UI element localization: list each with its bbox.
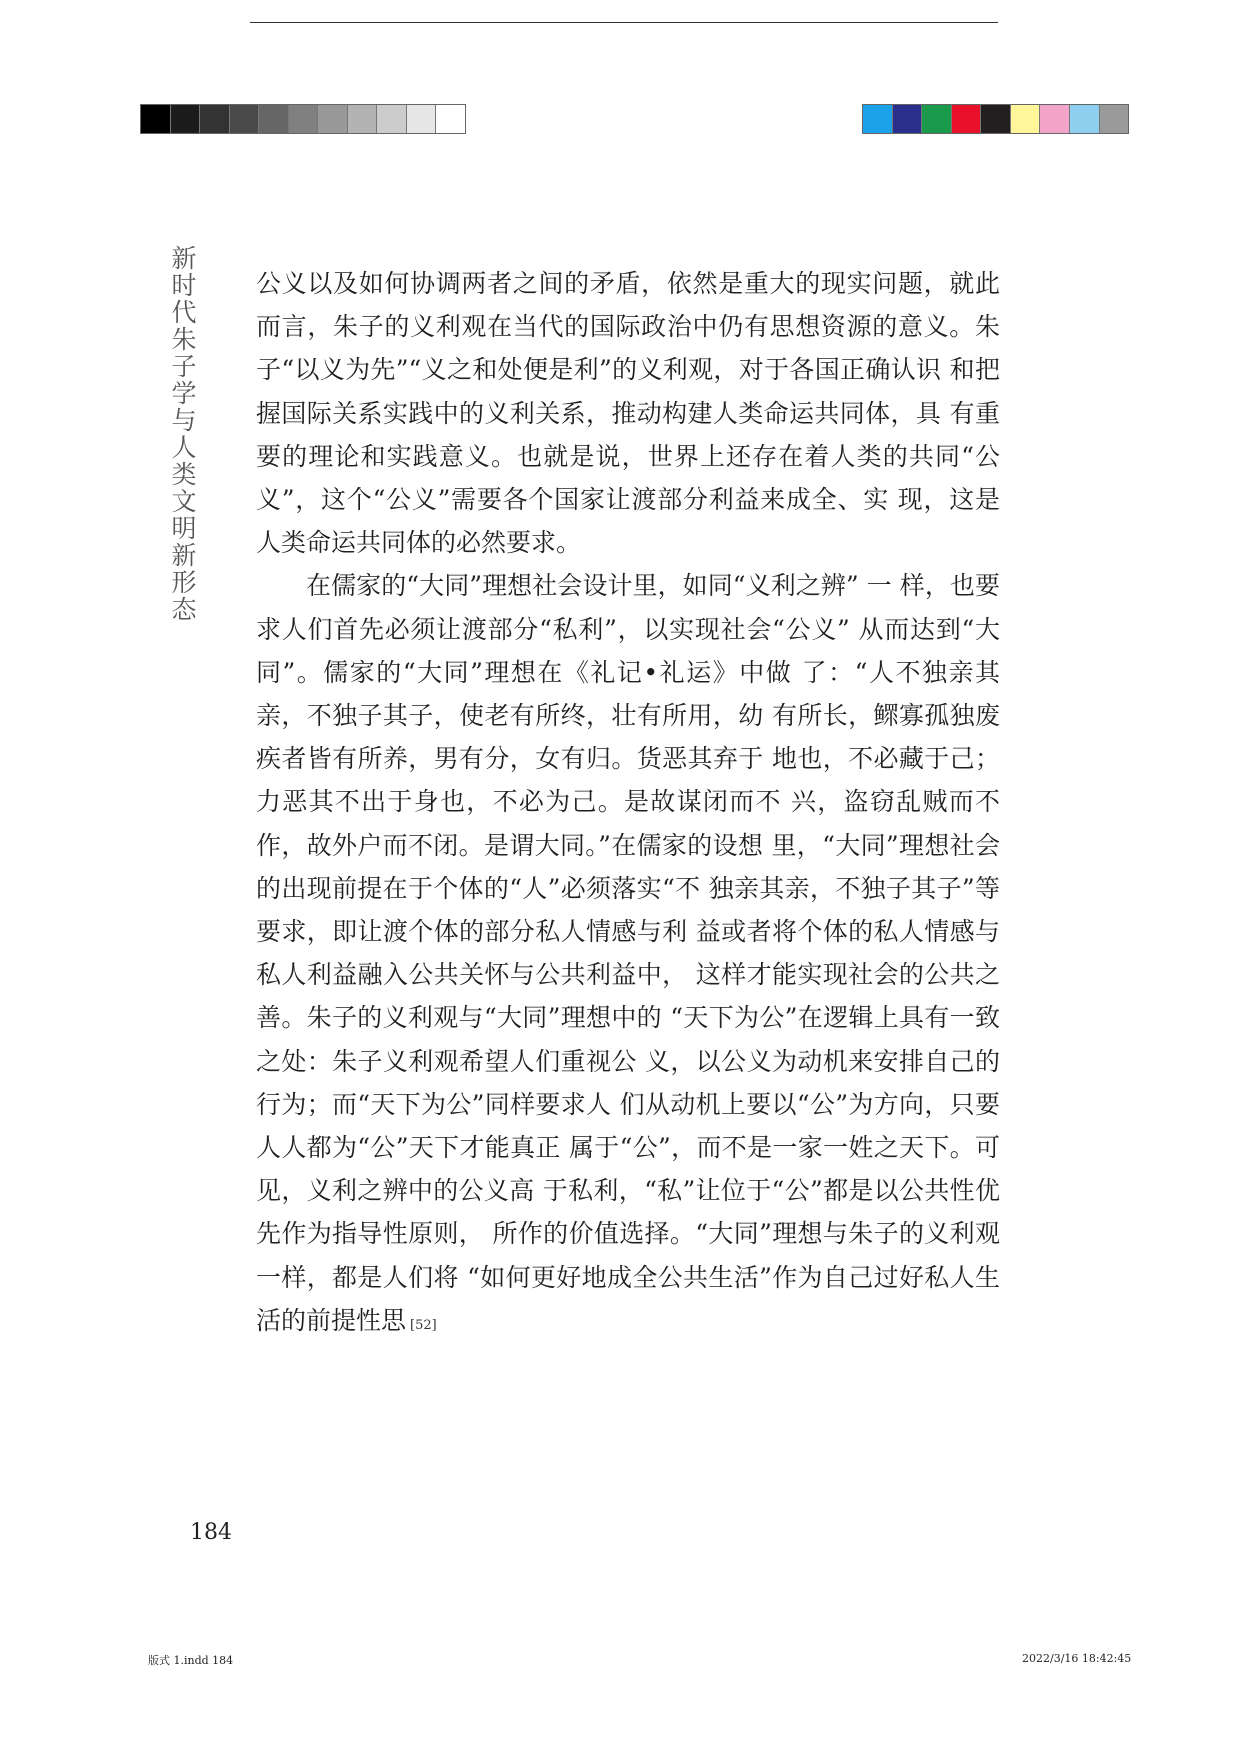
gray-swatch [377,105,407,133]
color-swatch [1100,105,1129,133]
gray-swatch [436,105,465,133]
paragraph-1: 公义以及如何协调两者之间的矛盾，依然是重大的现实问题，就此 而言，朱子的义利观在当代的国际政治中仍有思想资源的意义。朱 子“以义为先”“义之和处便是利”的义利观，对于各国正确认识 和把握国际关系实践中的义利关系，推动构建人类命运共同体，具 有重要的理论和实践意义。也就是说，世界上还存在着人类的共同“公义”，这个“公义”需要各个国家让渡部分利益来成全、实 现，这是人类命运共同体的必然要求。 [256,269,1000,558]
gray-swatch [200,105,230,133]
paragraph-2 [256,564,1000,1347]
color-swatch [1011,105,1041,133]
print-slug-filename: 版式 1.indd 184 [148,1654,234,1667]
gray-swatch [171,105,201,133]
running-head: 新时代朱子学与人类文明新形态 [168,245,197,623]
color-swatch [952,105,982,133]
color-swatch [981,105,1011,133]
body-text [256,262,1000,1347]
gray-swatch [230,105,260,133]
color-swatch [1040,105,1070,133]
top-rule [250,22,998,23]
gray-swatch [141,105,171,133]
grayscale-calibration-bar [140,104,466,134]
paragraph-2-text: 在儒家的“大同”理想社会设计里，如同“义利之辨” 一 样，也要求人们首先必须让渡部分“私利”，以实现社会“公义” 从而达到“大同”。儒家的“大同”理想在《礼记•礼运》中做 了：“人不独亲其亲，不独子其子，使老有所终，壮有所用，幼 有所长，鳏寡孤独废疾者皆有所养，男有分，女有归。货恶其弃于 地也，不必藏于己；力恶其不出于身也，不必为己。是故谋闭而不 兴，盗窃乱贼而不作，故外户而不闭。是谓大同。”在儒家的设想 里，“大同”理想社会的出现前提在于个体的“人”必须落实“不 独亲其亲，不独子其子”等要求，即让渡个体的部分私人情感与利 益或者将个体的私人情感与私人利益融入公共关怀与公共利益中， 这样才能实现社会的公共之善。朱子的义利观与“大同”理想中的 “天下为公”在逻辑上具有一致之处：朱子义利观希望人们重视公 义，以公义为动机来安排自己的行为；而“天下为公”同样要求人 们从动机上要以“公”为方向，只要人人都为“公”天下才能真正 属于“公”，而不是一家一姓之天下。可见，义利之辨中的公义高 于私利，“私”让位于“公”都是以公共性优先作为指导性原则， 所作的价值选择。“大同”理想与朱子的义利观一样，都是人们将 “如何更好地成全公共生活”作为自己过好私人生活的前提性思 [256,571,1000,1335]
page-number: 184 [190,1520,232,1545]
color-swatch [863,105,893,133]
citation-marker: [52] [410,1317,437,1333]
gray-swatch [407,105,437,133]
gray-swatch [318,105,348,133]
print-slug-timestamp: 2022/3/16 18:42:45 [1022,1652,1132,1665]
gray-swatch [348,105,378,133]
gray-swatch [289,105,319,133]
color-calibration-bar [862,104,1129,134]
color-swatch [1070,105,1100,133]
gray-swatch [259,105,289,133]
color-swatch [922,105,952,133]
color-swatch [893,105,923,133]
